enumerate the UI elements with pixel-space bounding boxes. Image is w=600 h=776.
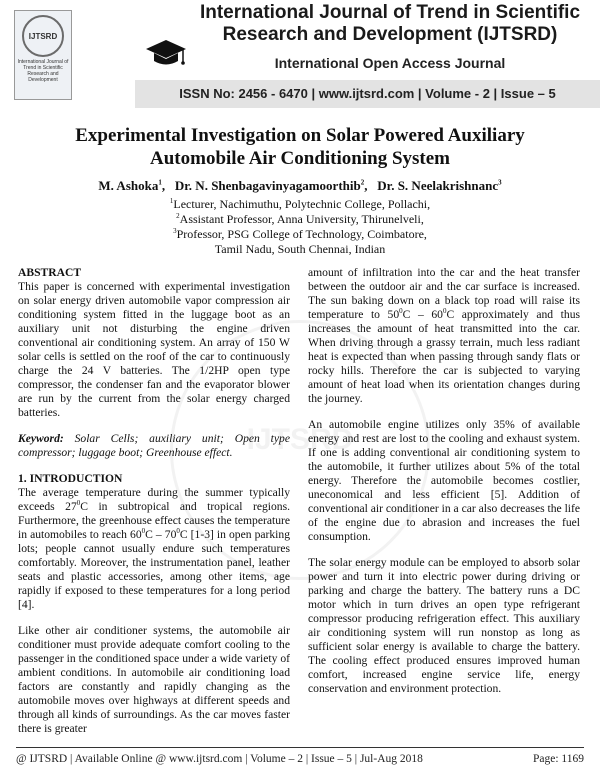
journal-header (0, 0, 600, 112)
author-list: M. Ashoka$^1$, Dr. N. Shenbagavinyagamoorthib$^2$, Dr. S. Neelakrishnanc$^3$ (98, 178, 502, 193)
right-column (308, 266, 580, 708)
affiliation-line: Tamil Nadu, South Chennai, Indian (214, 242, 386, 256)
right-paragraph-3: The solar energy module can be employed to absorb solar power and turn it into electric power during driving or parking and charge the battery. The battery runs a DC motor which in turn drives an open type refrigerant compressor producing refrigeration effect. This auxiliary air conditioning system will run nonstop as long as sufficient solar energy is available to charge the battery. The cooling effect produced ensures improved human comfort, increased engine service life, energy conservation and environment protection. (308, 556, 580, 695)
intro-paragraph-2: Like other air conditioner systems, the automobile air conditioner must provide adequate comfort cooling to the passenger in the conditioned space under a wide variety of ambient conditions. In automobile air conditioning load factors are constantly and rapidly changing as the automobile moves over highways at different speeds and through all kinds of surroundings. As the car moves faster there is greater (18, 624, 290, 735)
issn-line: ISSN No: 2456 - 6470 | www.ijtsrd.com | Volume - 2 | Issue – 5 (179, 86, 556, 101)
paper-title: Experimental Investigation on Solar Powered Auxiliary Automobile Air Conditioning System (75, 125, 525, 169)
journal-subtitle: International Open Access Journal (274, 55, 506, 71)
abstract-heading: ABSTRACT (18, 266, 82, 279)
watermark-seal: IJTSRD (170, 320, 430, 580)
page-number: Page: 1169 (533, 753, 584, 765)
page-footer (16, 753, 584, 765)
introduction-heading: 1. INTRODUCTION (18, 472, 123, 485)
intro-paragraph-1: The average temperature during the summer typically exceeds $27^0C$ in subtropical and tropical regions. Furthermore, the greenhouse effect causes the temperature in automobiles to reach $60^0C - 70^0C$ [1-3] in open parking lots; people cannot usually endure such temperatures comfortably. Moreover, the instrumentation panel, leather seats and plastic accessories, among other items, age rapidly if exposed to these temperatures for a long period [4]. (18, 486, 291, 611)
right-paragraph-1: amount of infiltration into the car and the heat transfer between the outdoor air and the car surface is increased. The sun baking down on a black top road will raise its temperature to $50^0C - 60^0C$ approximately and thus increases the amount of heat transmitted into the car. When driving through a grassy terrain, much less radiant heat is expected than when passing through sandy flats or rocky hills. Therefore the car is subjected to varying amount of heat load when its orientation changes during the journey. (308, 266, 580, 405)
affiliation-line: $^3$Professor, PSG College of Technology, Coimbatore, (173, 227, 427, 241)
keywords: Keyword: Solar Cells; auxiliary unit; Open type compressor; luggage boot; Greenhouse effect. (18, 432, 290, 459)
logo-seal: IJTSRD (22, 15, 64, 57)
affiliation-line: $^1$Lecturer, Nachimuthu, Polytechnic College, Pollachi, (169, 197, 431, 211)
affiliation-line: $^2$Assistant Professor, Anna University, Thirunelveli, (176, 212, 424, 226)
left-column (18, 266, 290, 748)
abstract-text: This paper is concerned with experimental investigation on solar energy driven automobile vapor compression air conditioning system fitted in the luggage boot as an auxiliary unit not disturbing the engine driven conventional air conditioning system. An array of 150 W solar cells is settled on the roof of the car to continuously charge the 24 V batteries. The 1/2HP open type compressor, the condenser fan and the evaporator blower are run by the current from the solar energy charged batteries. (18, 280, 290, 419)
right-paragraph-2: An automobile engine utilizes only 35% of available energy and rest are lost to the cooling and exhaust system. If one is adding conventional air conditioning system to the automobile, it further utilizes about 5% of the total energy. Therefore the automobile becomes costlier, uneconomical and less efficient [5]. Addition of conventional air conditioner in a car also decreases the life of the engine due to abrasion and increases the fuel consumption. (308, 418, 581, 543)
graduation-cap-icon (145, 38, 187, 68)
journal-logo (14, 10, 72, 100)
footer-citation: @ IJTSRD | Available Online @ www.ijtsrd.com | Volume – 2 | Issue – 5 | Jul-Aug 2018 (16, 753, 423, 765)
journal-title: International Journal of Trend in Scientific Research and Development (IJTSRD) (199, 2, 581, 45)
logo-caption: International Journal of Trend in Scientific Research and Development (17, 59, 69, 83)
footer-divider (16, 747, 584, 748)
affiliations (20, 197, 580, 257)
